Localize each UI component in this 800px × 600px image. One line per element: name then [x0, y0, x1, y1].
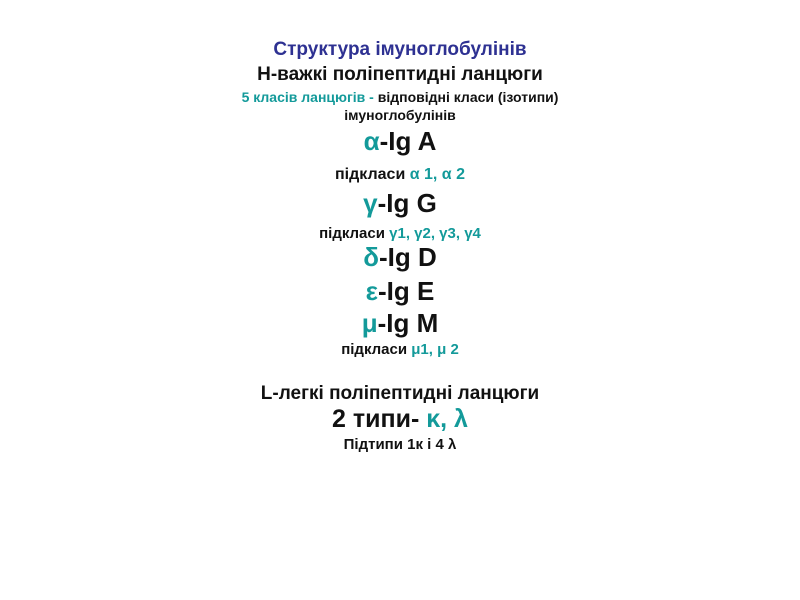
subclasses-prefix: підкласи: [335, 166, 410, 183]
ig-a-line: [0, 127, 800, 157]
ig-g-subclasses: [0, 225, 800, 242]
subclasses-values: γ1, γ2, γ3, γ4: [389, 225, 481, 242]
ig-e-label: -Ig E: [378, 276, 435, 306]
light-chains-heading: L-легкі поліпептидні ланцюги: [260, 383, 540, 404]
classes-rest: відповідні класи (ізотипи): [377, 89, 559, 105]
subclasses-values: α 1, α 2: [409, 166, 465, 183]
ig-g-line: [0, 189, 800, 219]
ig-m-label: -Ig M: [377, 308, 439, 338]
light-chain-types: [0, 405, 800, 434]
classes-line: [0, 89, 800, 105]
delta-symbol: δ: [363, 242, 379, 272]
ig-g-label: -Ig G: [377, 188, 437, 218]
subclasses-prefix: підкласи: [341, 341, 412, 358]
ig-a-label: -Ig A: [379, 126, 437, 156]
subclasses-values: μ1, μ 2: [411, 341, 459, 358]
epsilon-symbol: ε: [365, 276, 378, 306]
slide-title: Структура імуноглобулінів: [273, 39, 527, 60]
ig-a-subclasses: [0, 166, 800, 184]
subclasses-prefix: підкласи: [319, 225, 390, 242]
alpha-symbol: α: [363, 126, 380, 156]
ig-d-label: -Ig D: [379, 242, 437, 272]
types-prefix: 2 типи-: [332, 405, 427, 433]
mu-symbol: μ: [361, 308, 378, 338]
classes-highlight: 5 класів ланцюгів -: [241, 89, 378, 105]
heavy-chains-heading: Н-важкі поліпептидні ланцюги: [257, 64, 543, 85]
classes-line-continued: імуноглобулінів: [344, 107, 456, 123]
ig-e-line: [0, 277, 800, 307]
ig-m-line: [0, 309, 800, 339]
types-values: κ, λ: [426, 405, 468, 433]
ig-d-line: [0, 243, 800, 273]
light-chain-subtypes: Підтипи 1к і 4 λ: [343, 436, 457, 453]
ig-m-subclasses: [0, 341, 800, 358]
gamma-symbol: γ: [363, 188, 378, 218]
